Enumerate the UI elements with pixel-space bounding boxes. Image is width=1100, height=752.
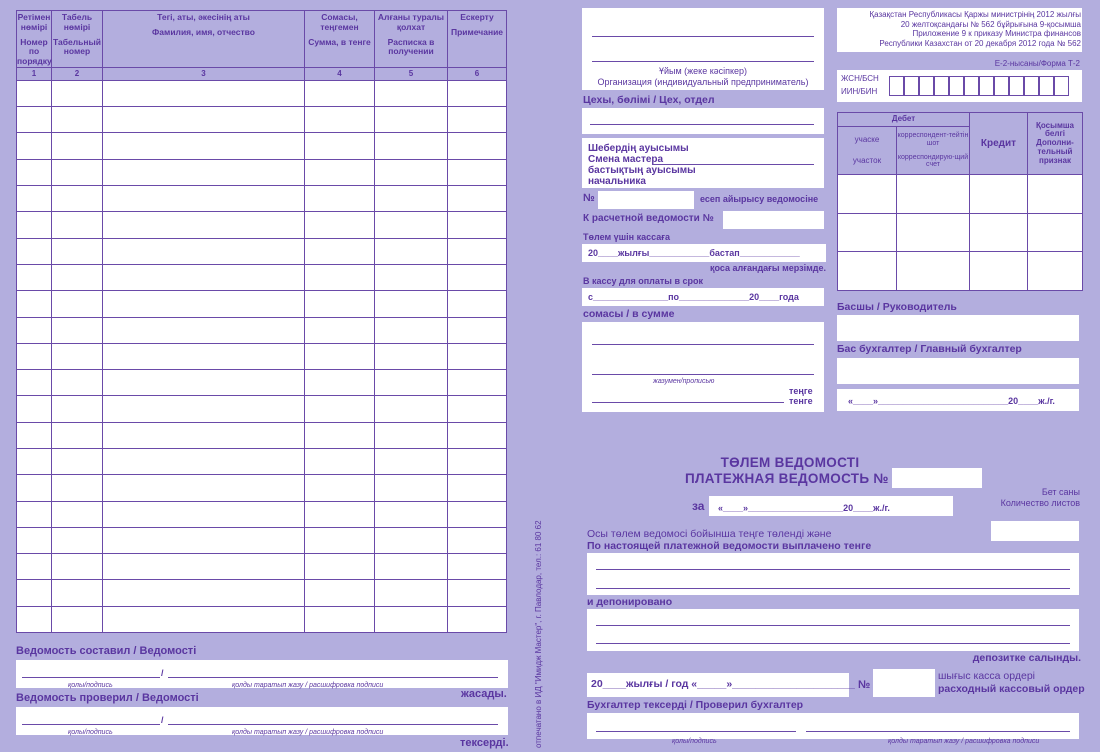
- table-cell[interactable]: [52, 370, 103, 396]
- table-cell[interactable]: [375, 501, 448, 527]
- table-cell[interactable]: [448, 238, 507, 264]
- table-cell[interactable]: [305, 448, 375, 474]
- table-row[interactable]: [17, 107, 507, 133]
- paid-kz-label: Осы төлем ведомосі бойынша теңге төленді және: [587, 528, 832, 540]
- col-number-4: 4: [305, 67, 375, 80]
- deposited-field[interactable]: [587, 609, 1079, 651]
- sheets-ru-label: Количество листов: [1000, 498, 1080, 508]
- acc-check-label: Бухгалтер тексерді / Проверил бухгалтер: [587, 699, 804, 711]
- table-cell[interactable]: [448, 291, 507, 317]
- bin-digit-cell[interactable]: [904, 76, 919, 96]
- calc-no-field[interactable]: [598, 191, 694, 209]
- table-cell[interactable]: [103, 317, 305, 343]
- table-cell[interactable]: [305, 422, 375, 448]
- table-cell[interactable]: [375, 475, 448, 501]
- accountant-label: Бас бухгалтер / Главный бухгалтер: [837, 343, 1022, 355]
- cash-ru-label: В кассу для оплаты в срок: [583, 276, 703, 286]
- table-cell[interactable]: [17, 238, 52, 264]
- table-cell[interactable]: [17, 396, 52, 422]
- head-field[interactable]: [837, 315, 1079, 341]
- cash-kz-label: Төлем үшін кассаға: [583, 232, 670, 242]
- table-cell[interactable]: [375, 186, 448, 212]
- table-cell[interactable]: [17, 159, 52, 185]
- table-cell[interactable]: [375, 422, 448, 448]
- table-row[interactable]: [17, 475, 507, 501]
- debit-table: [837, 112, 1083, 291]
- tenge-ru-label: тенге: [789, 396, 813, 406]
- period-date: «____»___________________20____ж./г.: [718, 503, 890, 513]
- table-cell[interactable]: [375, 606, 448, 632]
- table-row[interactable]: [17, 133, 507, 159]
- table-row[interactable]: [17, 606, 507, 632]
- table-cell[interactable]: [17, 343, 52, 369]
- credit-header: Кредит: [970, 113, 1028, 175]
- sheets-field[interactable]: [991, 521, 1079, 541]
- table-cell[interactable]: [17, 580, 52, 606]
- table-row[interactable]: [17, 212, 507, 238]
- table-cell[interactable]: [103, 238, 305, 264]
- table-cell[interactable]: [103, 554, 305, 580]
- table-cell[interactable]: [103, 448, 305, 474]
- calc-kz-label: есеп айырысу ведомосіне: [700, 194, 819, 204]
- table-cell[interactable]: [17, 554, 52, 580]
- table-cell[interactable]: [103, 80, 305, 106]
- table-cell[interactable]: [52, 475, 103, 501]
- table-row[interactable]: [17, 422, 507, 448]
- table-cell[interactable]: [305, 527, 375, 553]
- col-number-2: 2: [52, 67, 103, 80]
- col-header-note: Ескерту Примечание: [448, 11, 507, 68]
- table-cell[interactable]: [375, 527, 448, 553]
- bin-digit-cell[interactable]: [994, 76, 1009, 96]
- printer-note: отпечатано в ИД "Имидж Мастер", г. Павлодар, тел.: 61 80 62: [534, 520, 543, 748]
- table-cell[interactable]: [103, 133, 305, 159]
- table-cell[interactable]: [17, 133, 52, 159]
- sign-caption: қолы/подпись: [672, 738, 717, 745]
- table-row[interactable]: [17, 186, 507, 212]
- table-cell[interactable]: [103, 475, 305, 501]
- ministry-line: Қазақстан Республикасы Қаржы министрінің 2012 жылғы: [869, 10, 1081, 19]
- table-cell[interactable]: [375, 291, 448, 317]
- table-cell[interactable]: [103, 370, 305, 396]
- decode-caption: қолды таратып жазу / расшифровка подписи: [232, 682, 384, 689]
- table-cell[interactable]: [103, 107, 305, 133]
- calc-ru-field[interactable]: [723, 211, 824, 229]
- table-cell[interactable]: [52, 133, 103, 159]
- col-header-name: Тегі, аты, әкесінің аты Фамилия, имя, отчество: [103, 11, 305, 68]
- table-cell[interactable]: [305, 238, 375, 264]
- table-row[interactable]: [17, 448, 507, 474]
- table-cell[interactable]: [305, 606, 375, 632]
- table-row[interactable]: [17, 80, 507, 106]
- table-cell[interactable]: [52, 80, 103, 106]
- table-cell[interactable]: [448, 580, 507, 606]
- table-cell[interactable]: [17, 212, 52, 238]
- table-cell[interactable]: [448, 475, 507, 501]
- table-cell[interactable]: [52, 186, 103, 212]
- org-kz-label: Ұйым (жеке кәсіпкер): [658, 66, 748, 76]
- corr-header: корреспондент-тейтін шот корреспондирую-щий счет: [897, 127, 970, 175]
- table-cell[interactable]: [103, 264, 305, 290]
- bin-digit-cell[interactable]: [1009, 76, 1024, 96]
- sum-label: сомасы / в сумме: [583, 308, 675, 320]
- table-cell[interactable]: [448, 212, 507, 238]
- bin-digit-cell[interactable]: [1039, 76, 1054, 96]
- table-cell[interactable]: [103, 501, 305, 527]
- table-cell[interactable]: [375, 238, 448, 264]
- col-number-6: 6: [448, 67, 507, 80]
- table-cell[interactable]: [448, 422, 507, 448]
- table-cell[interactable]: [375, 80, 448, 106]
- table-cell[interactable]: [375, 264, 448, 290]
- payroll-table: [16, 10, 507, 633]
- master-kz: Шебердің ауысымы: [588, 143, 689, 154]
- table-cell[interactable]: [448, 370, 507, 396]
- chief-ru: начальника: [588, 176, 646, 187]
- order-no-sign: №: [858, 679, 871, 691]
- table-cell[interactable]: [52, 554, 103, 580]
- table-cell[interactable]: [448, 396, 507, 422]
- bin-digit-cell[interactable]: [979, 76, 994, 96]
- cash-period-kz: 20____жылғы____________бастап____________: [588, 248, 800, 258]
- order-ru-label: расходный кассовый ордер: [938, 683, 1085, 695]
- table-row[interactable]: [17, 580, 507, 606]
- table-cell[interactable]: [305, 554, 375, 580]
- table-cell[interactable]: [17, 186, 52, 212]
- words-caption: жазумен/прописью: [653, 378, 715, 385]
- table-cell[interactable]: [52, 580, 103, 606]
- table-cell[interactable]: [305, 291, 375, 317]
- extra-header: Қосымша белгі Дополни-тельный признак: [1028, 113, 1083, 175]
- table-cell[interactable]: [305, 264, 375, 290]
- sheets-kz-label: Бет саны: [1041, 487, 1080, 497]
- table-cell[interactable]: [305, 370, 375, 396]
- table-cell[interactable]: [103, 343, 305, 369]
- table-cell[interactable]: [448, 343, 507, 369]
- calc-ru-label: К расчетной ведомости №: [583, 213, 714, 224]
- table-cell[interactable]: [52, 264, 103, 290]
- table-cell[interactable]: [448, 527, 507, 553]
- table-cell[interactable]: [17, 448, 52, 474]
- decode-caption: қолды таратып жазу / расшифровка подписи: [232, 729, 384, 736]
- table-cell[interactable]: [103, 159, 305, 185]
- table-cell[interactable]: [52, 317, 103, 343]
- table-cell[interactable]: [52, 501, 103, 527]
- title-number-field[interactable]: [892, 468, 982, 488]
- ministry-line: Приложение 9 к приказу Министра финансов: [912, 29, 1081, 39]
- table-cell[interactable]: [52, 606, 103, 632]
- bin-digit-cell[interactable]: [964, 76, 979, 96]
- table-row[interactable]: [17, 159, 507, 185]
- table-row[interactable]: [17, 291, 507, 317]
- table-cell[interactable]: [375, 343, 448, 369]
- table-cell[interactable]: [375, 212, 448, 238]
- checked-kz-label: тексерді.: [460, 737, 509, 749]
- master-ru: Смена мастера: [588, 154, 664, 165]
- compiled-label: Ведомость составил / Ведомості: [16, 645, 197, 657]
- cash-period-ru: с_______________по______________20____года: [588, 292, 799, 302]
- table-cell[interactable]: [52, 448, 103, 474]
- section-header: учаске участок: [838, 127, 897, 175]
- head-label: Басшы / Руководитель: [837, 301, 957, 313]
- table-cell[interactable]: [17, 370, 52, 396]
- table-row[interactable]: [17, 527, 507, 553]
- checked-label: Ведомость проверил / Ведомості: [16, 692, 199, 704]
- col-header-number: Ретімен нөмірі Номер по порядку: [17, 12, 52, 67]
- table-cell[interactable]: [375, 370, 448, 396]
- table-cell[interactable]: [448, 501, 507, 527]
- tenge-label: теңге: [789, 386, 813, 396]
- table-cell[interactable]: [305, 107, 375, 133]
- sign-caption: қолы/подпись: [68, 682, 113, 689]
- cash-term-label: қоса алғандағы мерзімде.: [710, 263, 826, 273]
- sign-caption: қолы/подпись: [68, 729, 113, 736]
- table-cell[interactable]: [103, 186, 305, 212]
- table-cell[interactable]: [103, 606, 305, 632]
- table-row[interactable]: [17, 264, 507, 290]
- table-cell[interactable]: [305, 580, 375, 606]
- table-cell[interactable]: [305, 212, 375, 238]
- table-cell[interactable]: [448, 554, 507, 580]
- table-cell[interactable]: [448, 159, 507, 185]
- table-cell[interactable]: [305, 396, 375, 422]
- shop-field[interactable]: [582, 108, 824, 134]
- chief-kz: бастықтың ауысымы: [588, 165, 696, 176]
- table-cell[interactable]: [375, 133, 448, 159]
- za-label: за: [692, 499, 705, 513]
- bin-digit-cell[interactable]: [1054, 76, 1069, 96]
- table-cell[interactable]: [17, 264, 52, 290]
- table-cell[interactable]: [375, 317, 448, 343]
- table-row[interactable]: [17, 238, 507, 264]
- table-cell[interactable]: [103, 422, 305, 448]
- table-cell[interactable]: [375, 554, 448, 580]
- table-cell[interactable]: [305, 317, 375, 343]
- debit-header: Дебет: [838, 113, 970, 127]
- acc-check-field[interactable]: [587, 713, 1079, 739]
- order-no-field[interactable]: [873, 669, 935, 697]
- table-cell[interactable]: [375, 396, 448, 422]
- table-cell[interactable]: [17, 527, 52, 553]
- no-sign: №: [583, 192, 595, 204]
- bin-digit-cell[interactable]: [934, 76, 949, 96]
- col-header-receipt: Алғаны туралы қолхат Расписка в получении: [375, 11, 448, 68]
- table-cell[interactable]: [52, 396, 103, 422]
- table-cell[interactable]: [305, 159, 375, 185]
- org-ru-label: Организация (индивидуальный предприниматель): [597, 77, 809, 87]
- table-row[interactable]: [17, 370, 507, 396]
- shop-label: Цехы, бөлімі / Цех, отдел: [583, 94, 715, 106]
- table-cell[interactable]: [103, 580, 305, 606]
- table-cell[interactable]: [103, 212, 305, 238]
- title-ru: ПЛАТЕЖНАЯ ВЕДОМОСТЬ №: [685, 471, 889, 486]
- table-cell[interactable]: [52, 212, 103, 238]
- table-cell[interactable]: [103, 396, 305, 422]
- table-cell[interactable]: [17, 291, 52, 317]
- table-cell[interactable]: [17, 475, 52, 501]
- ministry-line: Республики Казахстан от 20 декабря 2012 года № 562: [879, 38, 1081, 48]
- table-row[interactable]: [17, 554, 507, 580]
- col-number-1: 1: [17, 67, 52, 80]
- table-row[interactable]: [17, 396, 507, 422]
- table-cell[interactable]: [17, 606, 52, 632]
- accountant-field[interactable]: [837, 358, 1079, 384]
- table-cell[interactable]: [305, 133, 375, 159]
- table-cell[interactable]: [305, 475, 375, 501]
- table-cell[interactable]: [305, 501, 375, 527]
- table-cell[interactable]: [448, 80, 507, 106]
- table-cell[interactable]: [52, 159, 103, 185]
- table-cell[interactable]: [17, 501, 52, 527]
- made-label: жасады.: [461, 688, 507, 700]
- table-cell[interactable]: [52, 107, 103, 133]
- table-cell[interactable]: [375, 107, 448, 133]
- table-cell[interactable]: [448, 264, 507, 290]
- deposit-kz-label: депозитке салынды.: [972, 652, 1081, 664]
- ministry-line: 20 желтоқсандағы № 562 бұйрығына 9-қосымша: [900, 19, 1081, 29]
- table-cell[interactable]: [448, 186, 507, 212]
- table-cell[interactable]: [448, 317, 507, 343]
- col-number-5: 5: [375, 67, 448, 80]
- sum-field[interactable]: [582, 322, 824, 412]
- table-cell[interactable]: [305, 186, 375, 212]
- table-cell[interactable]: [103, 527, 305, 553]
- table-cell[interactable]: [17, 317, 52, 343]
- table-cell[interactable]: [305, 343, 375, 369]
- decode-caption: қолды таратып жазу / расшифровка подписи: [888, 738, 1040, 745]
- table-cell[interactable]: [448, 107, 507, 133]
- table-cell[interactable]: [52, 343, 103, 369]
- table-cell[interactable]: [448, 133, 507, 159]
- order-kz-label: шығыс касса ордері: [938, 670, 1036, 682]
- table-cell[interactable]: [448, 448, 507, 474]
- table-cell[interactable]: [375, 448, 448, 474]
- table-cell[interactable]: [375, 159, 448, 185]
- table-row[interactable]: [17, 501, 507, 527]
- bin-digit-cell[interactable]: [949, 76, 964, 96]
- table-cell[interactable]: [17, 107, 52, 133]
- table-cell[interactable]: [17, 422, 52, 448]
- form-number: Е-2-нысаны/Форма Т-2: [994, 59, 1080, 68]
- table-cell[interactable]: [52, 238, 103, 264]
- col-header-sum: Сомасы, теңгемен Сумма, в тенге: [305, 11, 375, 68]
- deposited-label: и депонировано: [587, 596, 673, 608]
- col-header-tabel: Табель нөмірі Табельный номер: [52, 11, 103, 68]
- paid-ru-label: По настоящей платежной ведомости выплачено тенге: [587, 540, 872, 552]
- order-date: 20____жылғы / год «_____»_____________________: [591, 678, 855, 690]
- title-kz: ТӨЛЕМ ВЕДОМОСТІ: [720, 455, 860, 470]
- bin-digit-cell[interactable]: [1024, 76, 1039, 96]
- table-cell[interactable]: [52, 422, 103, 448]
- table-cell[interactable]: [375, 580, 448, 606]
- col-number-3: 3: [103, 67, 305, 80]
- bin-kz-label: ЖСН/БСН: [841, 74, 879, 83]
- table-row[interactable]: [17, 317, 507, 343]
- table-cell[interactable]: [448, 606, 507, 632]
- table-cell[interactable]: [52, 291, 103, 317]
- bin-ru-label: ИИН/БИН: [841, 87, 878, 96]
- table-cell[interactable]: [103, 291, 305, 317]
- table-row[interactable]: [17, 343, 507, 369]
- bin-digit-cell[interactable]: [919, 76, 934, 96]
- date-line: «____»__________________________20____ж./г.: [848, 396, 1055, 406]
- bin-digit-cell[interactable]: [889, 76, 904, 96]
- table-cell[interactable]: [305, 80, 375, 106]
- table-cell[interactable]: [17, 80, 52, 106]
- table-cell[interactable]: [52, 527, 103, 553]
